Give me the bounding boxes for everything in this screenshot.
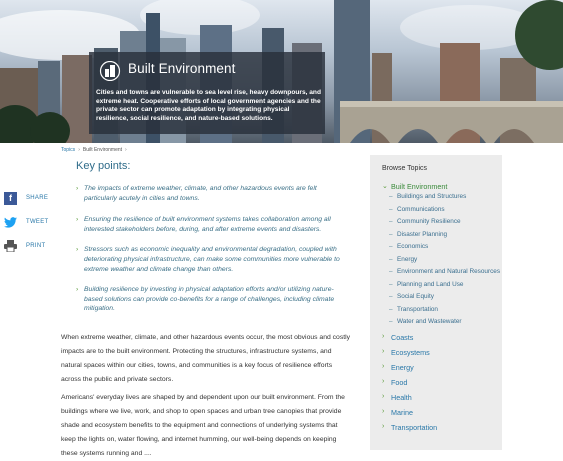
sidebar-subitem-label: Transportation bbox=[397, 305, 438, 313]
sidebar-subitem-label: Economics bbox=[397, 243, 429, 250]
key-point-text: The impacts of extreme weather, climate, and other hazardous events are felt particularly acutely in cities and towns. bbox=[84, 185, 317, 202]
chevron-right-icon: › bbox=[382, 363, 385, 370]
sidebar-subitem-label: Energy bbox=[397, 255, 418, 263]
key-point-text: Building resilience by investing in physical adaptation efforts and/or utilizing nature-based solutions can provide co-benefits for a range of challenges, including climate mitigation. bbox=[84, 286, 335, 313]
sidebar-subitem-label: Social Equity bbox=[397, 293, 434, 300]
sidebar-item-energy[interactable] bbox=[382, 363, 500, 372]
sidebar-subitem[interactable]: – Communications bbox=[389, 205, 445, 213]
sidebar-subitem-label: Buildings and Structures bbox=[397, 193, 467, 200]
sidebar-item-transportation[interactable] bbox=[382, 423, 500, 432]
chevron-right-icon: › bbox=[382, 348, 385, 355]
hero-title: Built Environment bbox=[128, 61, 236, 76]
hero-description: Cities and towns are vulnerable to sea level rise, heavy downpours, and extreme heat. Cooperative efforts of local government agencies and the private sector can promote adaptation by integrating physical resilience, social resilience, and nature-based solutions. bbox=[96, 89, 321, 123]
key-point-text: Stressors such as economic inequality and environmental degradation, coupled with deteriorating physical infrastructure, can make some communities more vulnerable to extreme weather and climate change than others. bbox=[84, 246, 340, 273]
sidebar-item-built-environment[interactable] bbox=[382, 182, 500, 191]
browse-topics-sidebar bbox=[370, 155, 502, 450]
hero-info-box bbox=[89, 52, 325, 134]
breadcrumb-separator: › bbox=[78, 147, 80, 153]
chevron-right-icon: › bbox=[382, 408, 385, 415]
hero-banner bbox=[0, 0, 563, 143]
sidebar-item-label: Transportation bbox=[391, 423, 438, 432]
sidebar-item-label: Food bbox=[391, 378, 408, 387]
sidebar-topic-list bbox=[382, 182, 500, 438]
sidebar-item-label: Built Environment bbox=[391, 182, 448, 191]
key-point-item bbox=[76, 285, 351, 314]
sidebar-subitem[interactable]: – Energy bbox=[389, 255, 418, 263]
sidebar-item-label: Marine bbox=[391, 408, 413, 417]
sidebar-subitem[interactable]: – Environment and Natural Resources bbox=[389, 268, 501, 275]
sidebar-subitem[interactable]: – Community Resilience bbox=[389, 218, 461, 225]
facebook-icon: f bbox=[4, 192, 17, 205]
key-point-text: Ensuring the resilience of built environment systems takes collaboration among all interested stakeholders before, during, and after extreme events and disasters. bbox=[84, 216, 331, 233]
share-label: SHARE bbox=[26, 195, 49, 201]
bullet-icon: › bbox=[76, 216, 79, 224]
sidebar-subitem-label: Water and Wastewater bbox=[397, 318, 462, 325]
breadcrumb-topics[interactable]: Topics bbox=[61, 147, 76, 153]
bullet-icon: › bbox=[76, 246, 79, 254]
key-point-item bbox=[76, 215, 351, 234]
chevron-right-icon: › bbox=[382, 378, 385, 385]
printer-icon bbox=[4, 240, 17, 253]
sidebar-subitem[interactable]: – Disaster Planning bbox=[389, 230, 448, 238]
breadcrumb bbox=[61, 147, 130, 153]
key-point-item bbox=[76, 245, 351, 274]
breadcrumb-current: Built Environment bbox=[82, 147, 123, 153]
sidebar-subitem[interactable]: – Buildings and Structures bbox=[389, 193, 467, 200]
share-print[interactable] bbox=[4, 239, 46, 253]
sidebar-subitem[interactable]: – Water and Wastewater bbox=[389, 318, 462, 325]
key-points-list bbox=[76, 184, 351, 314]
tweet-label: TWEET bbox=[26, 219, 49, 225]
sidebar-subitem-label: Environment and Natural Resources bbox=[397, 268, 501, 275]
share-twitter[interactable] bbox=[4, 215, 49, 229]
bridge-graphic bbox=[340, 95, 563, 143]
bullet-icon: › bbox=[76, 286, 79, 294]
print-label: PRINT bbox=[26, 243, 46, 249]
chevron-down-icon: ⌄ bbox=[382, 183, 388, 190]
bullet-icon: › bbox=[76, 185, 79, 192]
chevron-right-icon: › bbox=[382, 423, 385, 430]
share-facebook[interactable] bbox=[4, 191, 48, 205]
sidebar-item-label: Energy bbox=[391, 363, 414, 372]
sidebar-subitem[interactable]: – Economics bbox=[389, 243, 429, 250]
body-paragraph-1: When extreme weather, climate, and other hazardous events occur, the most obvious and costly impacts are to the built environment. Protecting the structures, infrastructure systems, and natural spaces within our cities, towns, and communities is a key focus of resilience efforts across the public and private sectors. bbox=[61, 334, 351, 383]
sidebar-subitem-label: Community Resilience bbox=[397, 218, 461, 225]
sidebar-subitem-label: Communications bbox=[397, 205, 445, 213]
sidebar-subitem-label: Planning and Land Use bbox=[397, 280, 464, 288]
tree bbox=[30, 112, 70, 143]
buildings-icon bbox=[99, 61, 121, 81]
chevron-right-icon: › bbox=[382, 393, 385, 400]
sidebar-item-label: Health bbox=[391, 393, 412, 402]
sidebar-item-label: Coasts bbox=[391, 333, 414, 342]
body-paragraph-2: Americans' everyday lives are shaped by and dependent upon our built environment. From the buildings where we live, work, and shop to open spaces and urban tree canopies that provide shade and ecosystem benefits to the equipment and connections of underlying systems that keep the lights on, water flowing, and internet humming, our well-being depends on keeping these systems running and .... bbox=[61, 394, 345, 457]
sidebar-item-marine[interactable] bbox=[382, 408, 500, 417]
sidebar-item-health[interactable] bbox=[382, 393, 500, 402]
sidebar-subitem[interactable]: – Social Equity bbox=[389, 293, 434, 300]
twitter-icon bbox=[4, 216, 17, 229]
sidebar-item-coasts[interactable] bbox=[382, 333, 500, 342]
key-points-title: Key points: bbox=[76, 160, 131, 172]
sidebar-subitem-label: Disaster Planning bbox=[397, 230, 448, 238]
sidebar-title: Browse Topics bbox=[382, 165, 428, 172]
breadcrumb-separator: › bbox=[125, 147, 127, 153]
sidebar-subitem[interactable]: – Transportation bbox=[389, 305, 438, 313]
sidebar-item-ecosystems[interactable] bbox=[382, 348, 500, 357]
sidebar-item-food[interactable] bbox=[382, 378, 500, 387]
key-point-item bbox=[76, 184, 351, 203]
sidebar-subitem[interactable]: – Planning and Land Use bbox=[389, 280, 464, 288]
sidebar-item-label: Ecosystems bbox=[391, 348, 430, 357]
chevron-right-icon: › bbox=[382, 333, 385, 340]
